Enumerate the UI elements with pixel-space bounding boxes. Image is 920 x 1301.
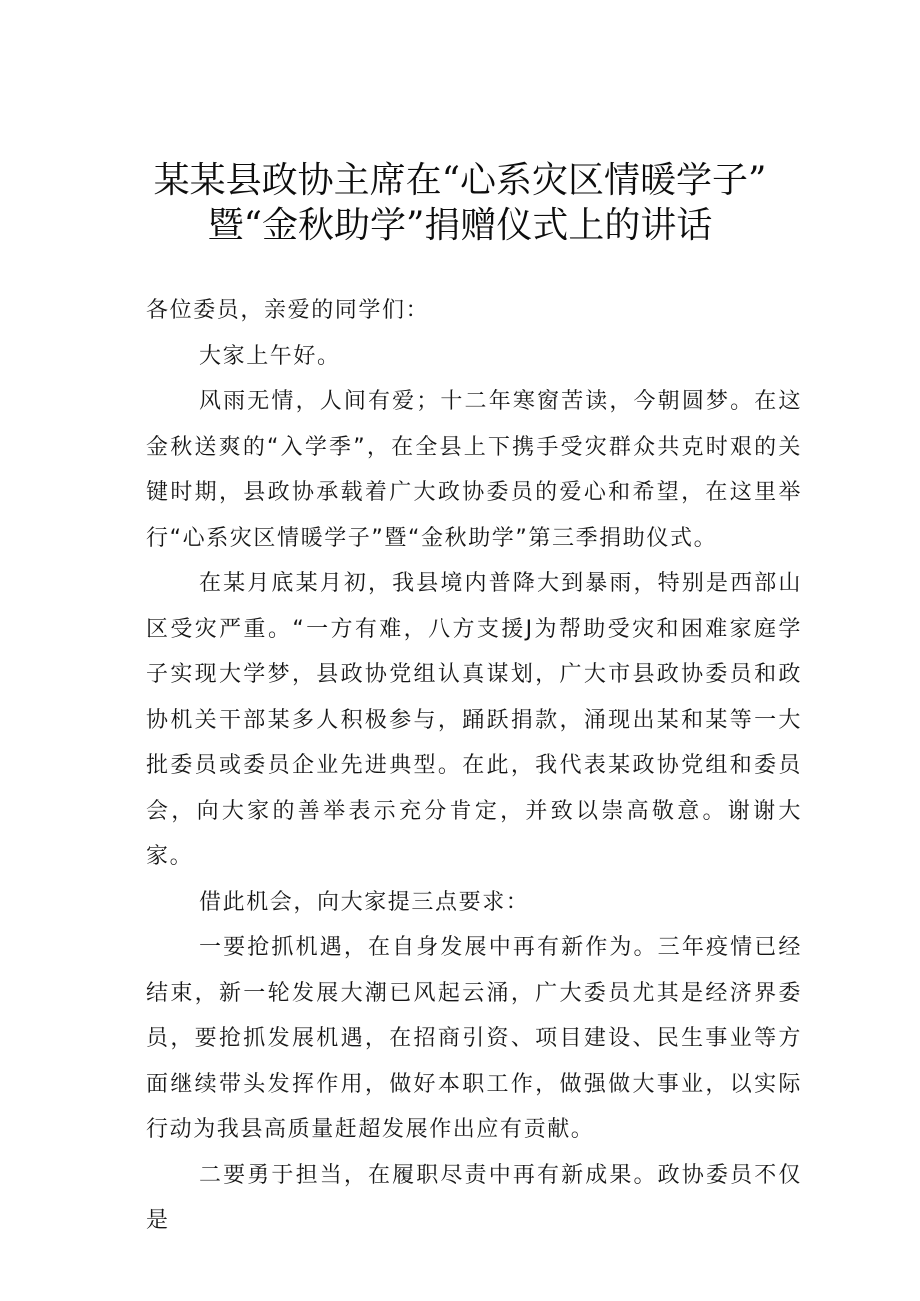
paragraph-requirement-1: 一要抢抓机遇，在自身发展中再有新作为。三年疫情已经结束，新一轮发展大潮已风起云涌，广大委员尤其是经济界委员，要抢抓发展机遇，在招商引资、项目建设、民生事业等方面继续带头发挥作用，做好本职工作，做强做大事业，以实际行动为我县高质量赶超发展作出应有贡献。 [146,935,802,1142]
title-line-2: 暨“金秋助学”捐赠仪式上的讲话 [207,205,713,246]
document-title [120,158,800,248]
title-line-1: 某某县政协主席在“心系灾区情暖学子” [153,160,767,201]
paragraph-background: 在某月底某月初，我县境内普降大到暴雨，特别是西部山区受灾严重。“一方有难，八方支援J为帮助受灾和困难家庭学子实现大学梦，县政协党组认真谋划，广大市县政协委员和政协机关干部某多人积极参与，踊跃捐款，涌现出某和某等一大批委员或委员企业先进典型。在此，我代表某政协党组和委员会，向大家的善举表示充分肯定，并致以崇高敬意。谢谢大家。 [146,571,802,869]
paragraph-greeting: 大家上午好。 [199,343,341,369]
paragraph-requirements-intro: 借此机会，向大家提三点要求： [199,889,530,915]
document-body [146,288,802,1244]
salutation: 各位委员，亲爱的同学们： [146,298,430,323]
paragraph-opening: 风雨无情，人间有爱；十二年寒窗苦读，今朝圆梦。在这金秋送爽的“入学季”，在全县上下携手受灾群众共克时艰的关键时期，县政协承载着广大政协委员的爱心和希望，在这里举行“心系灾区情暖学子”暨“金秋助学”第三季捐助仪式。 [146,389,802,551]
paragraph-requirement-2: 二要勇于担当，在履职尽责中再有新成果。政协委员不仅是 [146,1162,802,1233]
